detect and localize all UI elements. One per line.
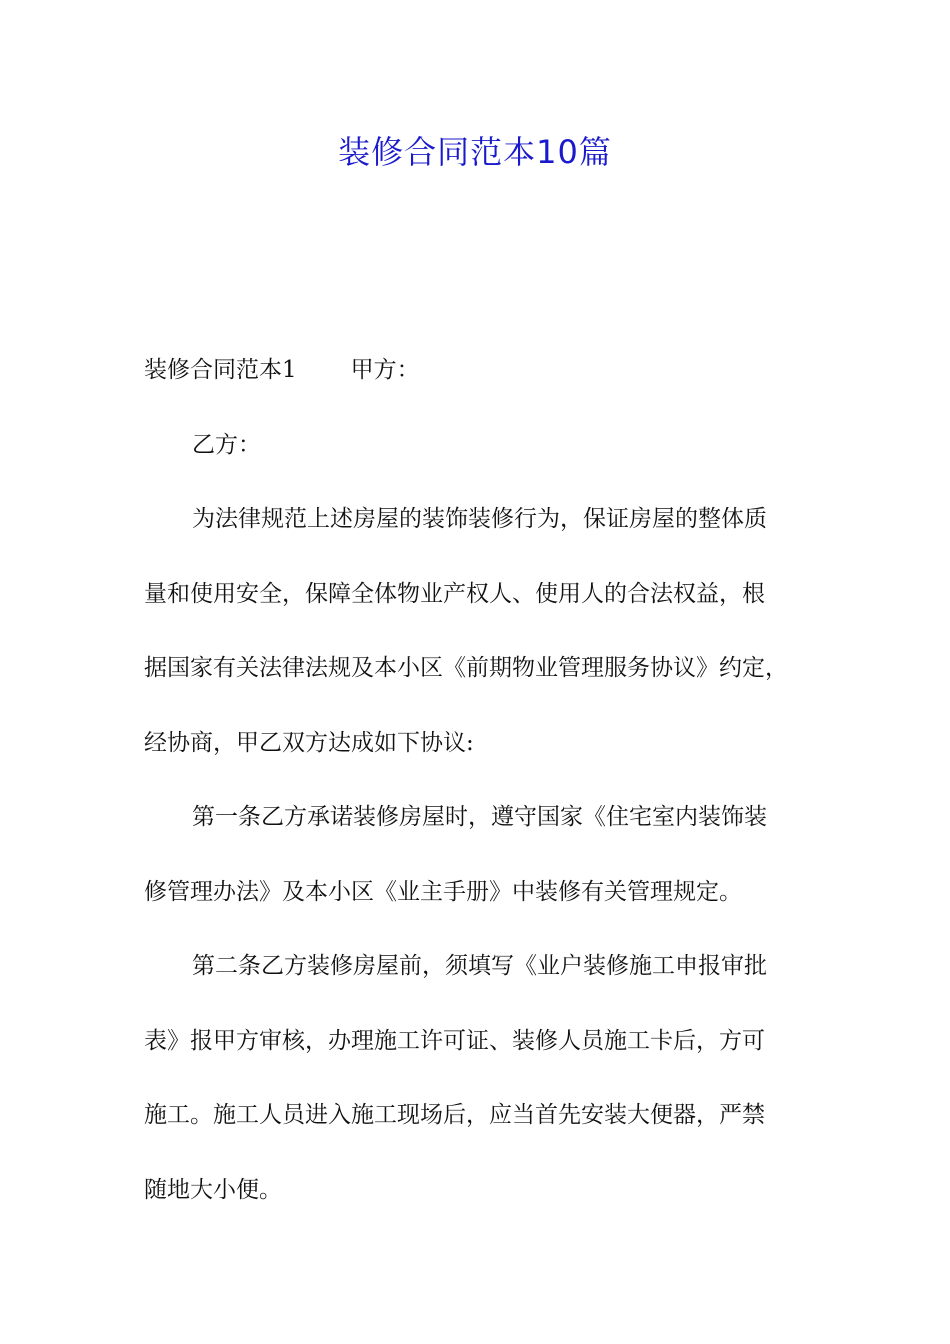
paragraph-line: 修管理办法》及本小区《业主手册》中装修有关管理规定。: [144, 878, 742, 905]
paragraph-line: 第二条乙方装修房屋前，须填写《业户装修施工申报审批: [192, 953, 767, 979]
paragraph-line: 表》报甲方审核，办理施工许可证、装修人员施工卡后，方可: [144, 1027, 765, 1054]
party-b-label: 乙方：: [192, 431, 261, 458]
document-body: [144, 333, 808, 1227]
party-a-label: 甲方：: [350, 357, 420, 383]
paragraph-line: 第一条乙方承诺装修房屋时，遵守国家《住宅室内装饰装: [192, 804, 767, 830]
paragraph-line: 施工。施工人员进入施工现场后，应当首先安装大便器，严禁: [144, 1102, 765, 1128]
paragraph-line: 据国家有关法律法规及本小区《前期物业管理服务协议》约定，: [144, 655, 788, 681]
paragraph-line: 随地大小便。: [144, 1176, 282, 1203]
paragraph-line: 量和使用安全，保障全体物业产权人、使用人的合法权益，根: [144, 580, 765, 607]
paragraph-line: 为法律规范上述房屋的装饰装修行为，保证房屋的整体质: [192, 506, 767, 532]
document-title: 装修合同范本10篇: [338, 133, 612, 171]
heading-line: [144, 333, 808, 408]
paragraph-line: 经协商，甲乙双方达成如下协议:: [144, 729, 474, 756]
contract-heading: 装修合同范本1: [144, 357, 297, 383]
